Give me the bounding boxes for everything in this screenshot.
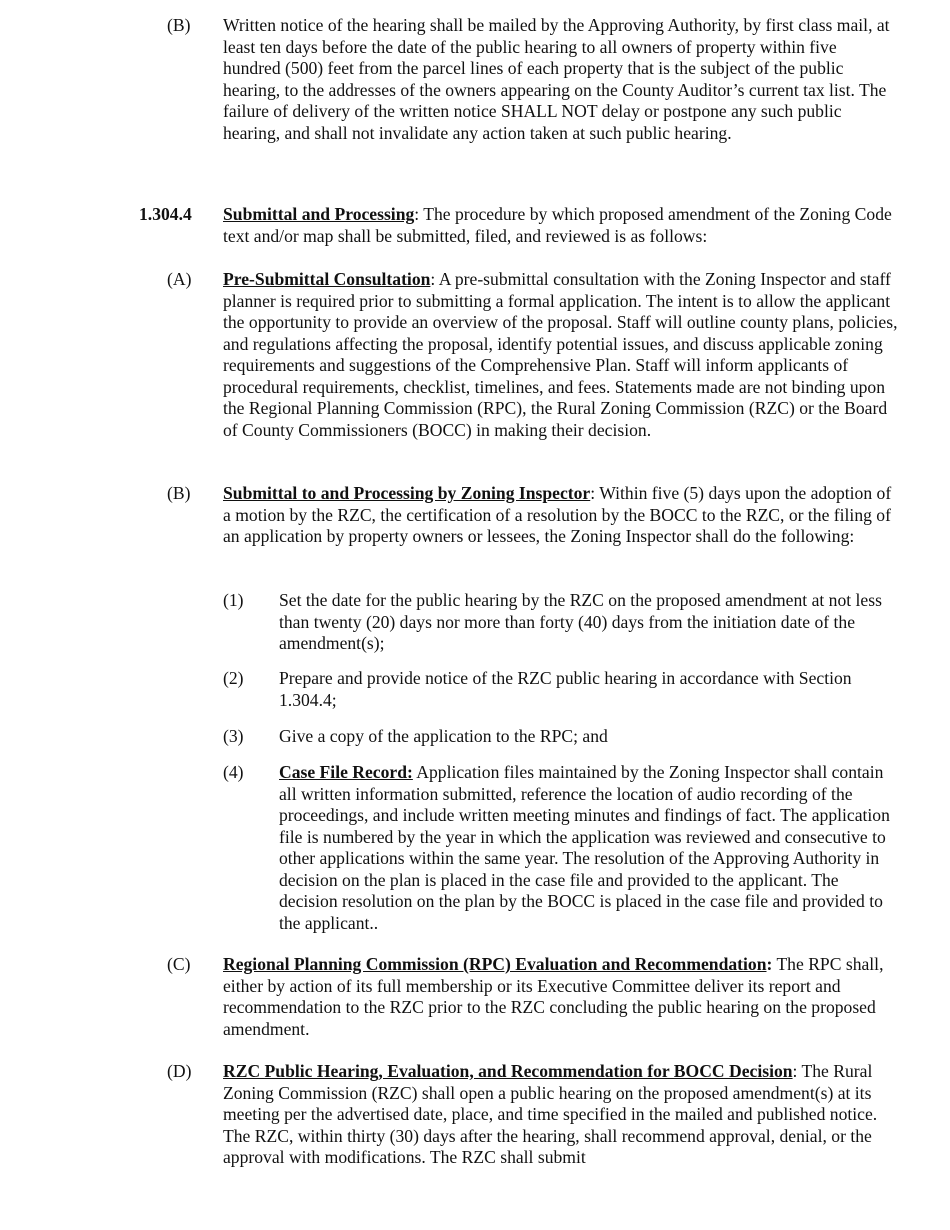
paragraph-body: : Within five (5) days upon the adoption of a motion by the RZC, the certification of a resolution by the BOCC to the RZC, or the filing of an application by property owners or lessees, the Zoning Inspector shall do the following:	[223, 483, 892, 546]
paragraph-marker: (B)	[167, 483, 191, 503]
subparagraph-marker: (4)	[223, 762, 244, 782]
paragraph-marker: (C)	[167, 954, 191, 974]
paragraph-body: : The Rural Zoning Commission (RZC) shall open a public hearing on the proposed amendment(s) at its meeting per the advertised date, place, and time specified in the mailed and published notice. The RZC, within thirty (30) days after the hearing, shall recommend approval, denial, or the approval with modifications. The RZC shall submit	[223, 1061, 878, 1167]
subparagraph-text: Give a copy of the application to the RPC; and	[279, 726, 608, 746]
subparagraph-marker: (3)	[223, 726, 244, 746]
section-body: : The procedure by which proposed amendment of the Zoning Code text and/or map shall be submitted, filed, and reviewed is as follows:	[223, 204, 892, 246]
paragraph-text	[223, 1061, 898, 1169]
paragraph-text	[223, 269, 898, 441]
subparagraph-marker: (2)	[223, 668, 244, 688]
paragraph-marker: (A)	[167, 269, 192, 289]
paragraph-marker: (B)	[167, 15, 191, 35]
subparagraph-marker: (1)	[223, 590, 244, 610]
paragraph-body: : A pre-submittal consultation with the Zoning Inspector and staff planner is required prior to submitting a formal application. The intent is to allow the applicant the opportunity to provide an overview of the proposal. Staff will outline county plans, policies, and regulations affecting the proposal, identify potential issues, and discuss applicable zoning requirements and suggestions of the Comprehensive Plan. Staff will inform applicants of procedural requirements, checklist, timelines, and fees. Statements made are not binding upon the Regional Planning Commission (RPC), the Rural Zoning Commission (RZC) or the Board of County Commissioners (BOCC) in making their decision.	[223, 269, 898, 440]
paragraph-body: The RPC shall, either by action of its full membership or its Executive Committee deliver its report and recommendation to the RZC prior to the RZC concluding the public hearing on the proposed amendment.	[223, 954, 884, 1039]
paragraph-heading: RZC Public Hearing, Evaluation, and Recommendation for BOCC Decision	[223, 1061, 793, 1081]
subparagraph-text: Prepare and provide notice of the RZC public hearing in accordance with Section 1.304.4;	[279, 668, 852, 710]
paragraph-heading: Regional Planning Commission (RPC) Evaluation and Recommendation	[223, 954, 767, 974]
paragraph-marker: (D)	[167, 1061, 192, 1081]
paragraph-text	[223, 954, 898, 1040]
subparagraph-text	[279, 762, 898, 934]
subparagraph-heading: Case File Record:	[279, 762, 413, 782]
subparagraph-body: Application files maintained by the Zoning Inspector shall contain all written information submitted, reference the location of audio recording of the proceedings, and include written meeting minutes and findings of fact. The application file is numbered by the year in which the application was reviewed and consecutive to other applications within the same year. The resolution of the Approving Authority in decision on the plan is placed in the case file and provided to the applicant. The decision resolution on the plan by the BOCC is placed in the case file and provided to the applicant..	[279, 762, 890, 933]
paragraph-heading: Pre-Submittal Consultation	[223, 269, 431, 289]
paragraph-heading: Submittal to and Processing by Zoning Inspector	[223, 483, 591, 503]
paragraph-text: Written notice of the hearing shall be mailed by the Approving Authority, by first class mail, at least ten days before the date of the public hearing to all owners of property within five hundred (500) feet from the parcel lines of each property that is the subject of the public hearing, to the addresses of the owners appearing on the County Auditor’s current tax list. The failure of delivery of the written notice SHALL NOT delay or postpone any such public hearing, and shall not invalidate any action taken at such public hearing.	[223, 15, 890, 143]
subparagraph-text: Set the date for the public hearing by the RZC on the proposed amendment at not less than twenty (20) days nor more than forty (40) days from the initiation date of the amendment(s);	[279, 590, 882, 653]
section-text	[223, 204, 898, 247]
paragraph-text	[223, 483, 898, 548]
paragraph-heading-suffix: :	[766, 954, 773, 974]
section-heading: Submittal and Processing	[223, 204, 415, 224]
section-number: 1.304.4	[139, 204, 192, 224]
